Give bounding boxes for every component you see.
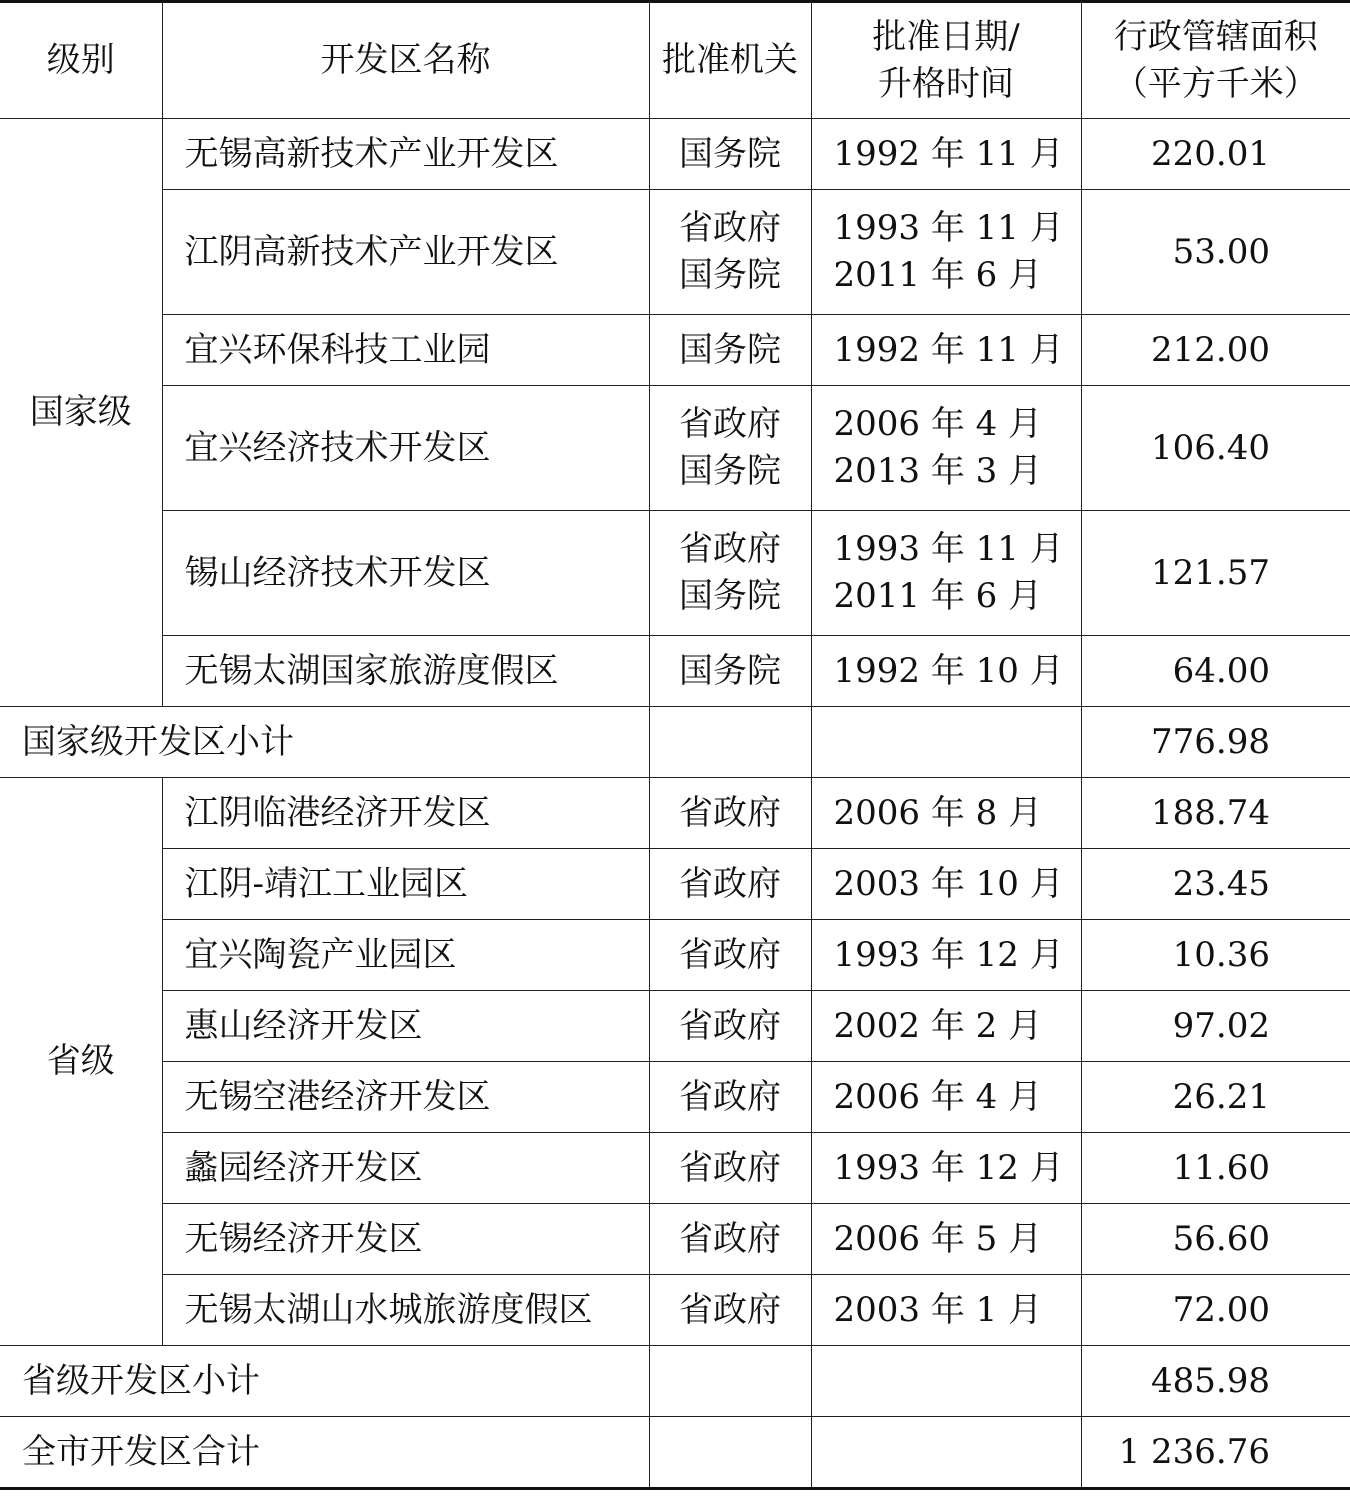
- approval-date: [811, 190, 1081, 315]
- approval-date: [811, 1062, 1081, 1133]
- zone-area: 23.45: [1081, 849, 1350, 920]
- authority-line: 省政府: [679, 208, 781, 248]
- zone-area: 72.00: [1081, 1275, 1350, 1346]
- zone-name: 无锡经济开发区: [162, 1204, 649, 1275]
- approval-authority: [649, 511, 811, 636]
- authority-line: 国务院: [679, 650, 781, 691]
- approval-authority: [649, 119, 811, 190]
- approval-date: [811, 315, 1081, 386]
- authority-line: 国务院: [679, 576, 781, 616]
- approval-date: [811, 1204, 1081, 1275]
- zone-area: 220.01: [1081, 119, 1350, 190]
- empty-cell: [811, 1346, 1081, 1417]
- zone-name: 宜兴经济技术开发区: [162, 386, 649, 511]
- date-line: 2006 年 4 月: [833, 404, 1043, 444]
- empty-cell: [649, 1346, 811, 1417]
- approval-authority: [649, 1204, 811, 1275]
- approval-date: [811, 920, 1081, 991]
- subtotal-area: 485.98: [1081, 1346, 1350, 1417]
- header-date-line1: 批准日期/: [872, 16, 1020, 57]
- approval-date: [811, 849, 1081, 920]
- zone-row: [0, 636, 1350, 707]
- header-date: [811, 2, 1081, 119]
- zone-row: [0, 190, 1350, 315]
- zone-name: 无锡太湖国家旅游度假区: [162, 636, 649, 707]
- total-row: [0, 1417, 1350, 1489]
- authority-line: 省政府: [679, 934, 781, 975]
- header-area-line1: 行政管辖面积: [1113, 16, 1318, 57]
- approval-authority: [649, 920, 811, 991]
- authority-line: 省政府: [679, 1005, 781, 1046]
- authority-line: 省政府: [679, 1076, 781, 1117]
- date-line: 2006 年 4 月: [833, 1076, 1043, 1117]
- zone-area: 11.60: [1081, 1133, 1350, 1204]
- zone-name: 蠡园经济开发区: [162, 1133, 649, 1204]
- total-label: 全市开发区合计: [0, 1417, 649, 1489]
- zone-name: 无锡空港经济开发区: [162, 1062, 649, 1133]
- provincial-section: [0, 778, 1350, 1346]
- approval-authority: [649, 849, 811, 920]
- approval-authority: [649, 1275, 811, 1346]
- zone-row: [0, 991, 1350, 1062]
- authority-line: 省政府: [679, 792, 781, 833]
- approval-authority: [649, 386, 811, 511]
- level-cell: 省级: [0, 778, 162, 1346]
- zone-row: [0, 386, 1350, 511]
- empty-cell: [649, 1417, 811, 1489]
- approval-date: [811, 778, 1081, 849]
- approval-date: [811, 636, 1081, 707]
- zone-row: [0, 920, 1350, 991]
- header-area-line2: （平方千米）: [1113, 63, 1318, 104]
- authority-line: 省政府: [679, 404, 781, 444]
- approval-date: [811, 119, 1081, 190]
- header-date-line2: 升格时间: [878, 63, 1014, 104]
- zone-name: 无锡太湖山水城旅游度假区: [162, 1275, 649, 1346]
- zone-name: 无锡高新技术产业开发区: [162, 119, 649, 190]
- header-name: 开发区名称: [162, 2, 649, 119]
- zone-area: 97.02: [1081, 991, 1350, 1062]
- zone-area: 212.00: [1081, 315, 1350, 386]
- date-line: 2006 年 5 月: [833, 1218, 1043, 1259]
- date-line: 2011 年 6 月: [833, 255, 1043, 295]
- date-line: 2006 年 8 月: [833, 792, 1043, 833]
- provincial-subtotal-row: [0, 1346, 1350, 1417]
- subtotal-area: 776.98: [1081, 707, 1350, 778]
- date-line: 2013 年 3 月: [833, 451, 1043, 491]
- authority-line: 国务院: [679, 133, 781, 174]
- zone-row: [0, 1204, 1350, 1275]
- date-line: 1992 年 11 月: [833, 329, 1064, 370]
- zone-name: 惠山经济开发区: [162, 991, 649, 1062]
- approval-authority: [649, 315, 811, 386]
- approval-authority: [649, 1133, 811, 1204]
- date-line: 1993 年 11 月: [833, 208, 1064, 248]
- approval-date: [811, 386, 1081, 511]
- date-line: 2011 年 6 月: [833, 576, 1043, 616]
- authority-line: 省政府: [679, 863, 781, 904]
- national-section: [0, 119, 1350, 707]
- national-subtotal-row: [0, 707, 1350, 778]
- date-line: 1992 年 11 月: [833, 133, 1064, 174]
- approval-date: [811, 1133, 1081, 1204]
- authority-line: 省政府: [679, 1218, 781, 1259]
- approval-authority: [649, 991, 811, 1062]
- zone-area: 121.57: [1081, 511, 1350, 636]
- zone-row: [0, 1275, 1350, 1346]
- zone-row: [0, 119, 1350, 190]
- approval-date: [811, 991, 1081, 1062]
- date-line: 2003 年 1 月: [833, 1289, 1043, 1330]
- approval-authority: [649, 1062, 811, 1133]
- subtotal-label: 省级开发区小计: [0, 1346, 649, 1417]
- header-authority: 批准机关: [649, 2, 811, 119]
- zone-row: [0, 1133, 1350, 1204]
- approval-authority: [649, 778, 811, 849]
- zone-name: 宜兴陶瓷产业园区: [162, 920, 649, 991]
- header-level: 级别: [0, 2, 162, 119]
- zone-row: [0, 511, 1350, 636]
- header-area: [1081, 2, 1350, 119]
- zone-name: 锡山经济技术开发区: [162, 511, 649, 636]
- empty-cell: [649, 707, 811, 778]
- authority-line: 国务院: [679, 329, 781, 370]
- zone-name: 江阴高新技术产业开发区: [162, 190, 649, 315]
- header-row: [0, 2, 1350, 119]
- authority-line: 省政府: [679, 529, 781, 569]
- zone-row: [0, 778, 1350, 849]
- zone-area: 188.74: [1081, 778, 1350, 849]
- zone-area: 53.00: [1081, 190, 1350, 315]
- subtotal-label: 国家级开发区小计: [0, 707, 649, 778]
- zone-name: 江阴-靖江工业园区: [162, 849, 649, 920]
- date-line: 1993 年 12 月: [833, 934, 1064, 975]
- zone-area: 26.21: [1081, 1062, 1350, 1133]
- authority-line: 省政府: [679, 1289, 781, 1330]
- approval-authority: [649, 190, 811, 315]
- level-cell: 国家级: [0, 119, 162, 707]
- approval-date: [811, 511, 1081, 636]
- date-line: 2003 年 10 月: [833, 863, 1064, 904]
- total-area: 1 236.76: [1081, 1417, 1350, 1489]
- date-line: 1993 年 12 月: [833, 1147, 1064, 1188]
- date-line: 2002 年 2 月: [833, 1005, 1043, 1046]
- authority-line: 国务院: [679, 451, 781, 491]
- date-line: 1993 年 11 月: [833, 529, 1064, 569]
- zone-row: [0, 849, 1350, 920]
- zone-name: 宜兴环保科技工业园: [162, 315, 649, 386]
- zone-row: [0, 1062, 1350, 1133]
- zone-row: [0, 315, 1350, 386]
- zone-area: 10.36: [1081, 920, 1350, 991]
- empty-cell: [811, 1417, 1081, 1489]
- empty-cell: [811, 707, 1081, 778]
- authority-line: 省政府: [679, 1147, 781, 1188]
- date-line: 1992 年 10 月: [833, 650, 1064, 691]
- approval-authority: [649, 636, 811, 707]
- authority-line: 国务院: [679, 255, 781, 295]
- zone-area: 56.60: [1081, 1204, 1350, 1275]
- zone-area: 64.00: [1081, 636, 1350, 707]
- approval-date: [811, 1275, 1081, 1346]
- zone-area: 106.40: [1081, 386, 1350, 511]
- zone-name: 江阴临港经济开发区: [162, 778, 649, 849]
